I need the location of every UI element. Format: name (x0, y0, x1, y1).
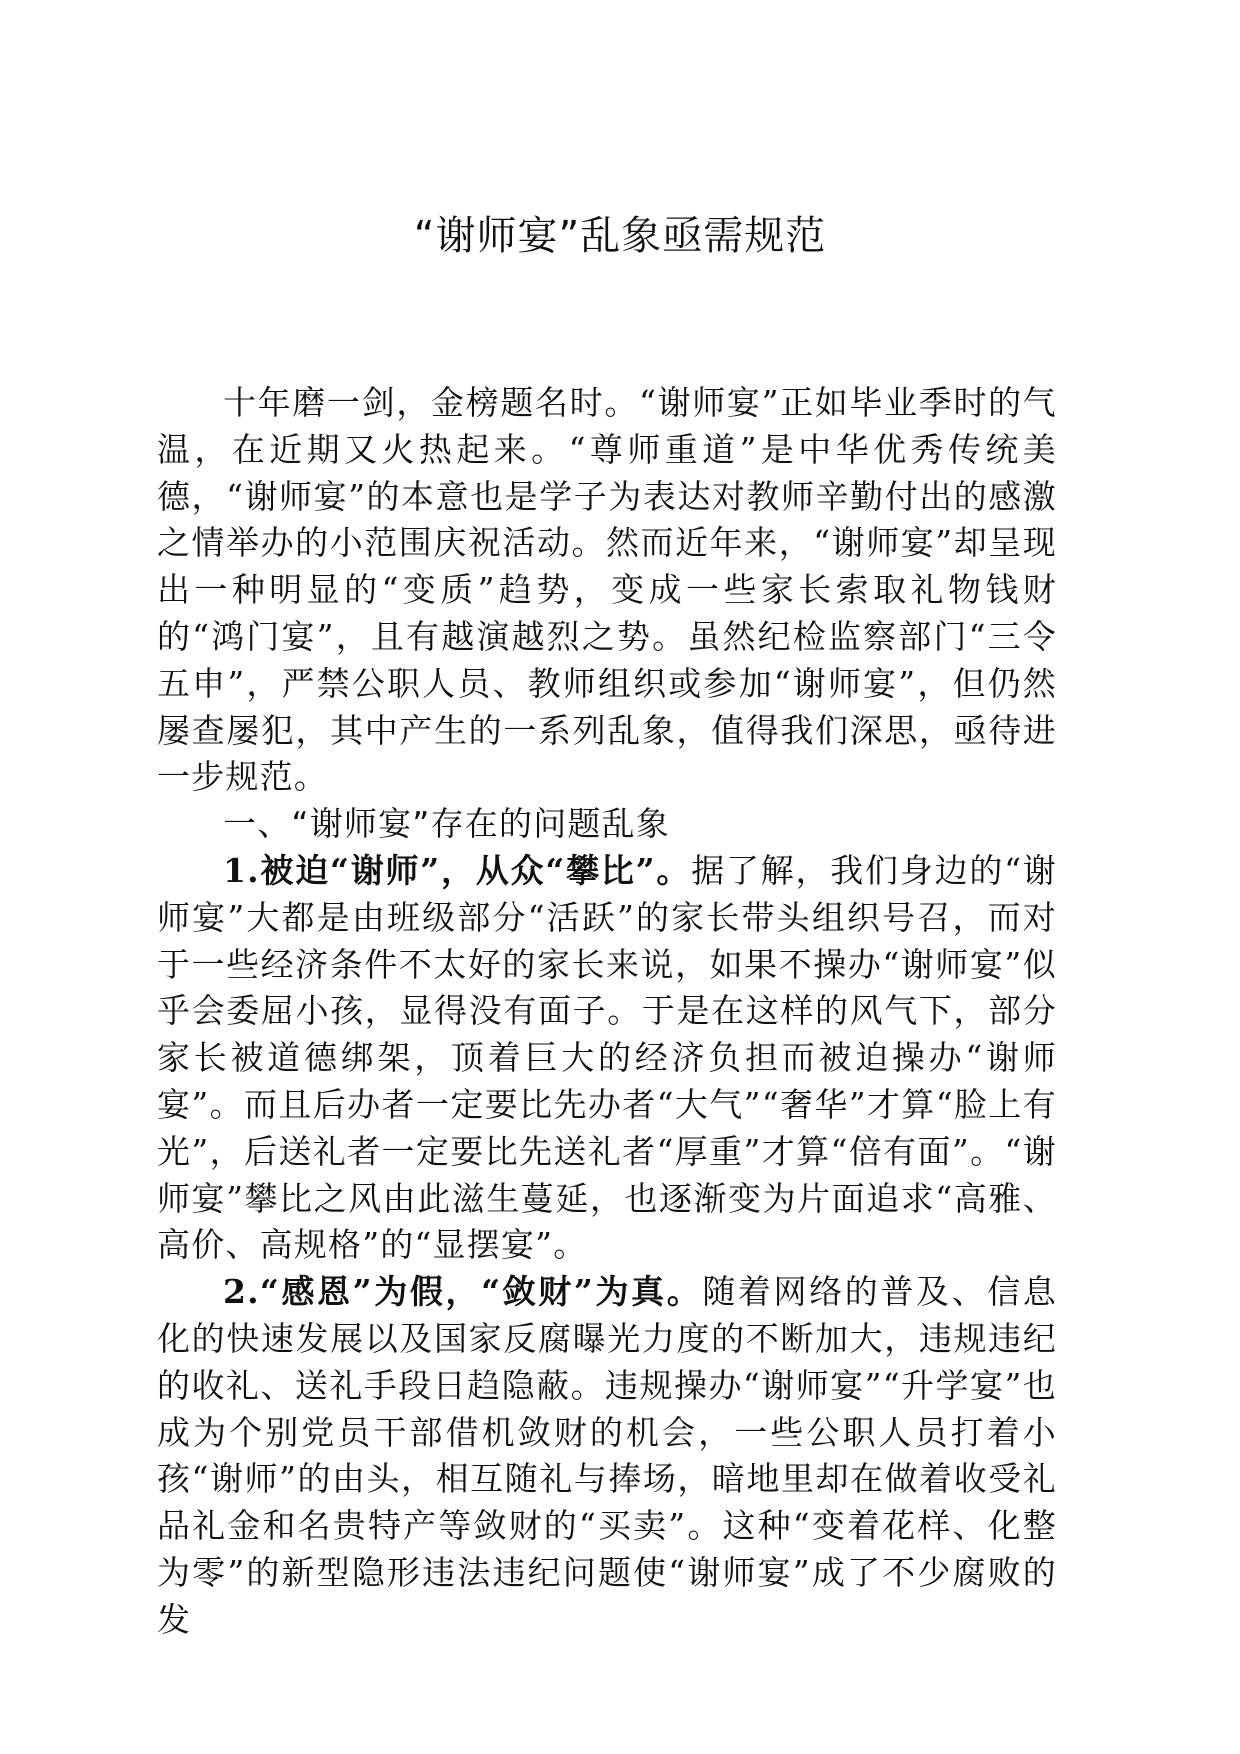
item-paragraph-2 (157, 1269, 1057, 1643)
item-lead-2: 2.“感恩”为假，“敛财”为真。 (223, 1272, 703, 1312)
item-text-2: 随着网络的普及、信息化的快速发展以及国家反腐曝光力度的不断加大，违规违纪的收礼、送礼手段日趋隐蔽。违规操办“谢师宴”“升学宴”也成为个别党员干部借机敛财的机会，一些公职人员打着小孩“谢师”的由头，相互随礼与捧场，暗地里却在做着收受礼品礼金和名贵特产等敛财的“买卖”。这种“变着花样、化整为零”的新型隐形违法违纪问题使“谢师宴”成了不少腐败的发 (157, 1272, 1057, 1639)
item-text-1: 据了解，我们身边的“谢师宴”大都是由班级部分“活跃”的家长带头组织号召，而对于一些经济条件不太好的家长来说，如果不操办“谢师宴”似乎会委屈小孩，显得没有面子。于是在这样的风气下，部分家长被道德绑架，顶着巨大的经济负担而被迫操办“谢师宴”。而且后办者一定要比先办者“大气”“奢华”才算“脸上有光”，后送礼者一定要比先送礼者“厚重”才算“倍有面”。“谢师宴”攀比之风由此滋生蔓延，也逐渐变为片面追求“高雅、高价、高规格”的“显摆宴”。 (157, 850, 1057, 1265)
document-title: “谢师宴”乱象亟需规范 (413, 213, 827, 259)
section-heading: 一、“谢师宴”存在的问题乱象 (223, 804, 670, 844)
intro-paragraph: 十年磨一剑，金榜题名时。“谢师宴”正如毕业季时的气温，在近期又火热起来。“尊师重道”是中华优秀传统美德，“谢师宴”的本意也是学子为表达对教师辛勤付出的感激之情举办的小范围庆祝活动。然而近年来，“谢师宴”却呈现出一种明显的“变质”趋势，变成一些家长索取礼物钱财的“鸿门宴”，且有越演越烈之势。虽然纪检监察部门“三令五申”，严禁公职人员、教师组织或参加“谢师宴”，但仍然屡查屡犯，其中产生的一系列乱象，值得我们深思，亟待进一步规范。 (157, 383, 1057, 797)
item-paragraph-1 (157, 848, 1057, 1269)
item-lead-1: 1.被迫“谢师”，从众“攀比”。 (223, 850, 692, 890)
document-body (157, 380, 1057, 1644)
